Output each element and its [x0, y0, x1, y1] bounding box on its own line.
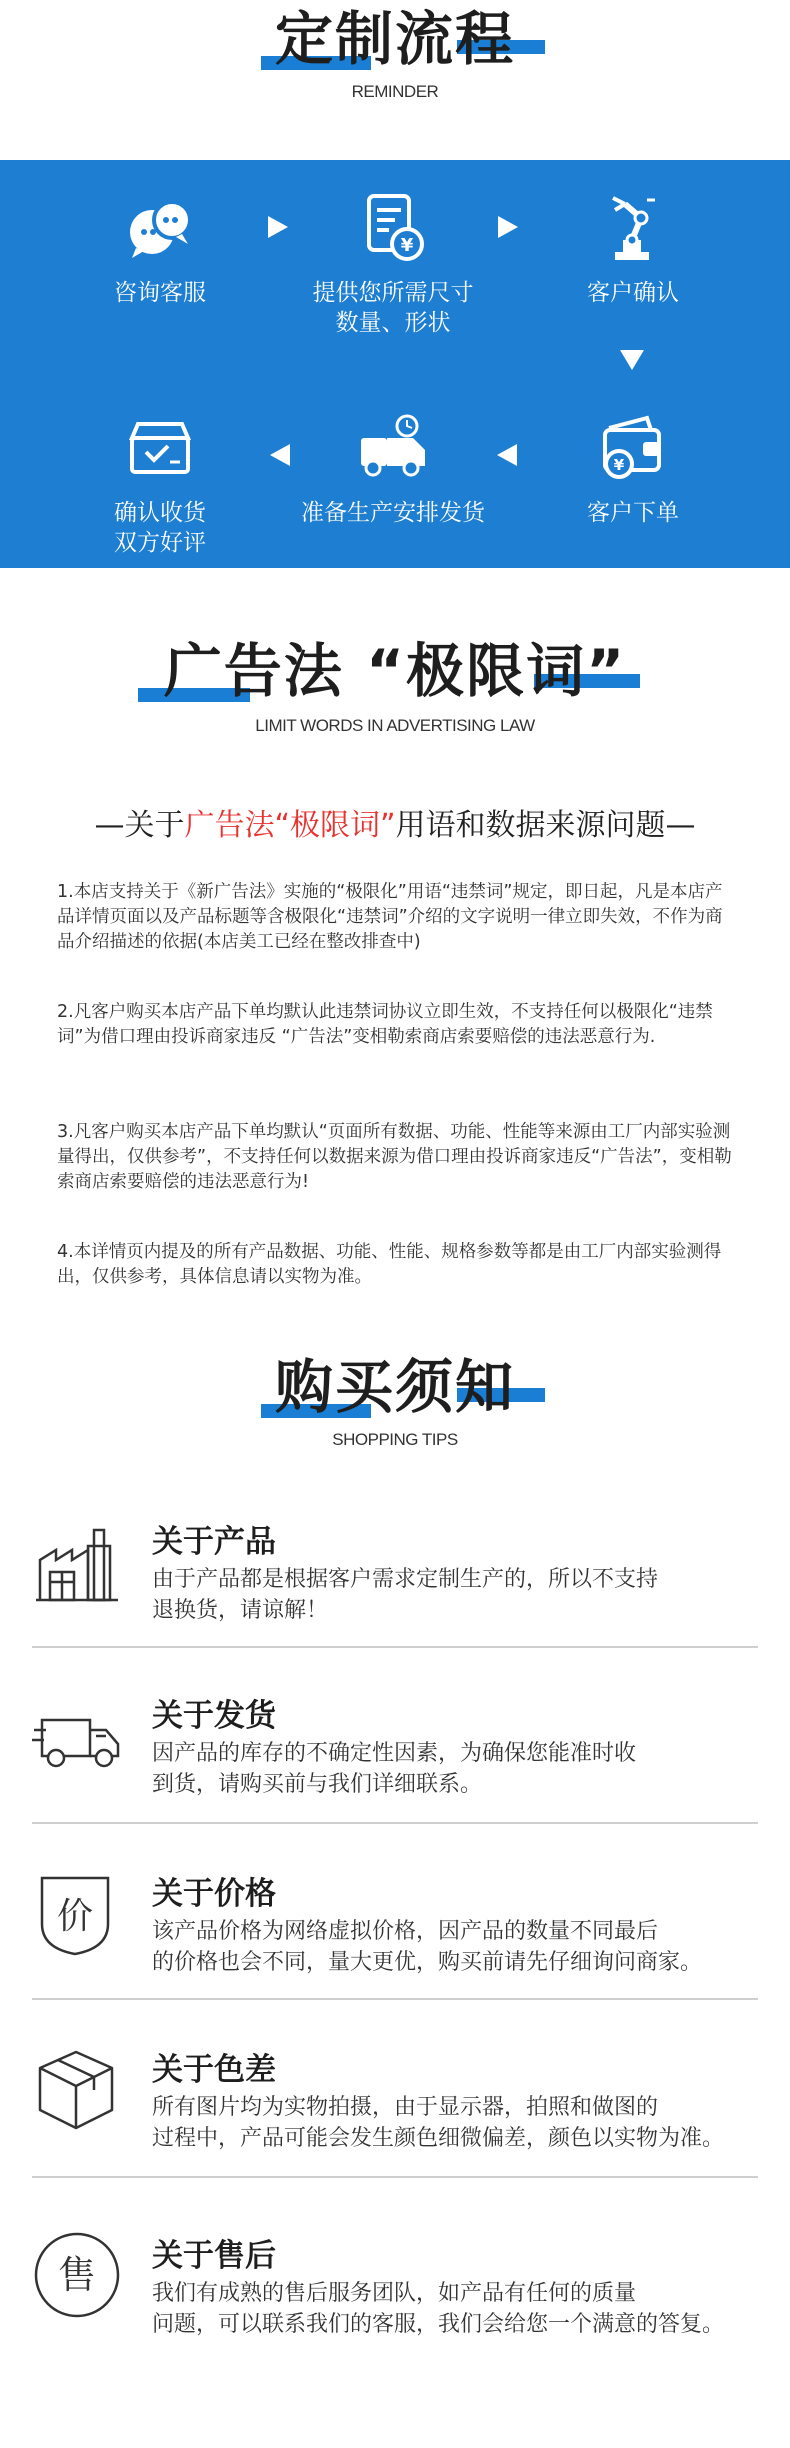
- tip-title: 关于售后: [152, 2238, 276, 2274]
- adlaw-title-wrap: [164, 636, 626, 706]
- tips-section-header: [0, 1352, 790, 1450]
- flow-arrow-down: [620, 350, 644, 370]
- tip-title: 关于产品: [152, 1524, 276, 1560]
- process-step-label: 客户确认: [587, 280, 679, 306]
- process-title: 定制流程: [274, 5, 515, 73]
- chat-bubbles-icon: [122, 190, 198, 266]
- adlaw-clause: 2.凡客户购买本店产品下单均默认此违禁词协议立即生效，不支持任何以极限化“违禁词”为借口理由投诉商家违反 “广告法”变相勒索商店索要赔偿的违法恶意行为.: [57, 1002, 713, 1047]
- tip-title: 关于价格: [152, 1876, 276, 1912]
- process-step-label: 确认收货: [114, 500, 206, 526]
- price-glyph: 价: [56, 1896, 94, 1937]
- adlaw-clause: 4.本详情页内提及的所有产品数据、功能、性能、规格参数等都是由工厂内部实验测得出，仅供参考，具体信息请以实物为准。: [57, 1242, 722, 1287]
- tip-description: [152, 1916, 762, 1978]
- process-step-specs: [283, 190, 503, 338]
- adlaw-subtitle: LIMIT WORDS IN ADVERTISING LAW: [255, 716, 535, 735]
- tip-desc-line: 因产品的库存的不确定性因素，为确保您能准时收: [152, 1741, 637, 1766]
- process-step-confirm: [523, 190, 743, 308]
- process-subtitle: REMINDER: [351, 82, 439, 101]
- adlaw-headline-highlight: 广告法“极限词”: [184, 808, 396, 843]
- price-shield-icon: [32, 1868, 122, 1958]
- tip-desc-line: 退换货，请谅解！: [152, 1598, 329, 1623]
- process-step-label: 客户下单: [587, 500, 679, 526]
- tips-subtitle: SHOPPING TIPS: [332, 1430, 458, 1449]
- factory-icon: [32, 1516, 122, 1606]
- divider: [32, 1998, 758, 2000]
- process-step-ship: [283, 410, 503, 528]
- adlaw-headline-suffix: 用语和数据来源问题—: [395, 808, 696, 843]
- robot-arm-icon: [595, 190, 671, 266]
- aftersale-circle-icon: [32, 2230, 122, 2320]
- process-step-receive: [50, 410, 270, 558]
- adlaw-title: 广告法 “极限词”: [163, 637, 627, 705]
- tip-product: [32, 1516, 758, 1636]
- aftersale-glyph: 售: [57, 2253, 97, 2297]
- adlaw-headline: [0, 800, 790, 844]
- tip-title: 关于色差: [152, 2052, 276, 2088]
- tip-color-difference: [32, 2044, 758, 2164]
- tip-desc-line: 过程中，产品可能会发生颜色细微偏差，颜色以实物为准。: [152, 2126, 725, 2151]
- tip-price: [32, 1868, 758, 1988]
- tip-desc-line: 由于产品都是根据客户需求定制生产的，所以不支持: [152, 1567, 659, 1592]
- tip-desc-line: 问题，可以联系我们的客服，我们会给您一个满意的答复。: [152, 2312, 725, 2337]
- process-step-label: 准备生产安排发货: [301, 500, 485, 526]
- svg-text:¥: ¥: [613, 456, 625, 474]
- process-step-order: [523, 410, 743, 528]
- tip-title: 关于发货: [152, 1698, 276, 1734]
- adlaw-clause: 3.凡客户购买本店产品下单均默认“页面所有数据、功能、性能等来源由工厂内部实验测量得出，仅供参考”，不支持任何以数据来源为借口理由投诉商家违反“广告法”，变相勒索商店索要赔偿的违法恶意行为!: [57, 1122, 732, 1192]
- adlaw-headline-prefix: —关于: [94, 808, 185, 843]
- divider: [32, 1646, 758, 1648]
- flow-arrow-right: [498, 216, 518, 238]
- divider: [32, 1822, 758, 1824]
- divider: [32, 2176, 758, 2178]
- process-title-wrap: [275, 4, 515, 74]
- wallet-yen-icon: [595, 410, 671, 486]
- adlaw-section-header: [0, 636, 790, 736]
- tip-aftersale: [32, 2230, 758, 2350]
- tip-desc-line: 到货，请购买前与我们详细联系。: [152, 1772, 483, 1797]
- document-yen-icon: [355, 190, 431, 266]
- tip-shipping: [32, 1690, 758, 1810]
- tip-description: [152, 2092, 762, 2154]
- process-section-header: [0, 4, 790, 102]
- process-step-label-line2: 双方好评: [114, 530, 206, 556]
- tip-desc-line: 我们有成熟的售后服务团队，如产品有任何的质量: [152, 2281, 637, 2306]
- cube-icon: [32, 2044, 122, 2134]
- tip-desc-line: 所有图片均为实物拍摄，由于显示器，拍照和做图的: [152, 2095, 659, 2120]
- process-step-label: 咨询客服: [114, 280, 206, 306]
- process-panel: [0, 160, 790, 568]
- box-check-icon: [122, 410, 198, 486]
- process-step-consult: [50, 190, 270, 308]
- delivery-truck-icon: [355, 410, 431, 486]
- tips-title-wrap: [275, 1352, 515, 1422]
- tip-description: [152, 2278, 762, 2340]
- tip-description: [152, 1564, 762, 1626]
- svg-text:¥: ¥: [400, 235, 414, 256]
- tip-description: [152, 1738, 762, 1800]
- flow-arrow-left: [270, 444, 290, 466]
- truck-icon: [32, 1690, 122, 1780]
- tip-desc-line: 的价格也会不同，量大更优，购买前请先仔细询问商家。: [152, 1950, 703, 1975]
- process-step-label-line2: 数量、形状: [335, 310, 451, 336]
- adlaw-clause: 1.本店支持关于《新广告法》实施的“极限化”用语“违禁词”规定，即日起，凡是本店产品详情页面以及产品标题等含极限化“违禁词”介绍的文字说明一律立即失效，不作为商品介绍描述的依据(本店美工已经在整改排查中): [57, 882, 723, 952]
- tip-desc-line: 该产品价格为网络虚拟价格，因产品的数量不同最后: [152, 1919, 659, 1944]
- process-step-label: 提供您所需尺寸: [312, 280, 474, 306]
- tips-title: 购买须知: [274, 1353, 515, 1421]
